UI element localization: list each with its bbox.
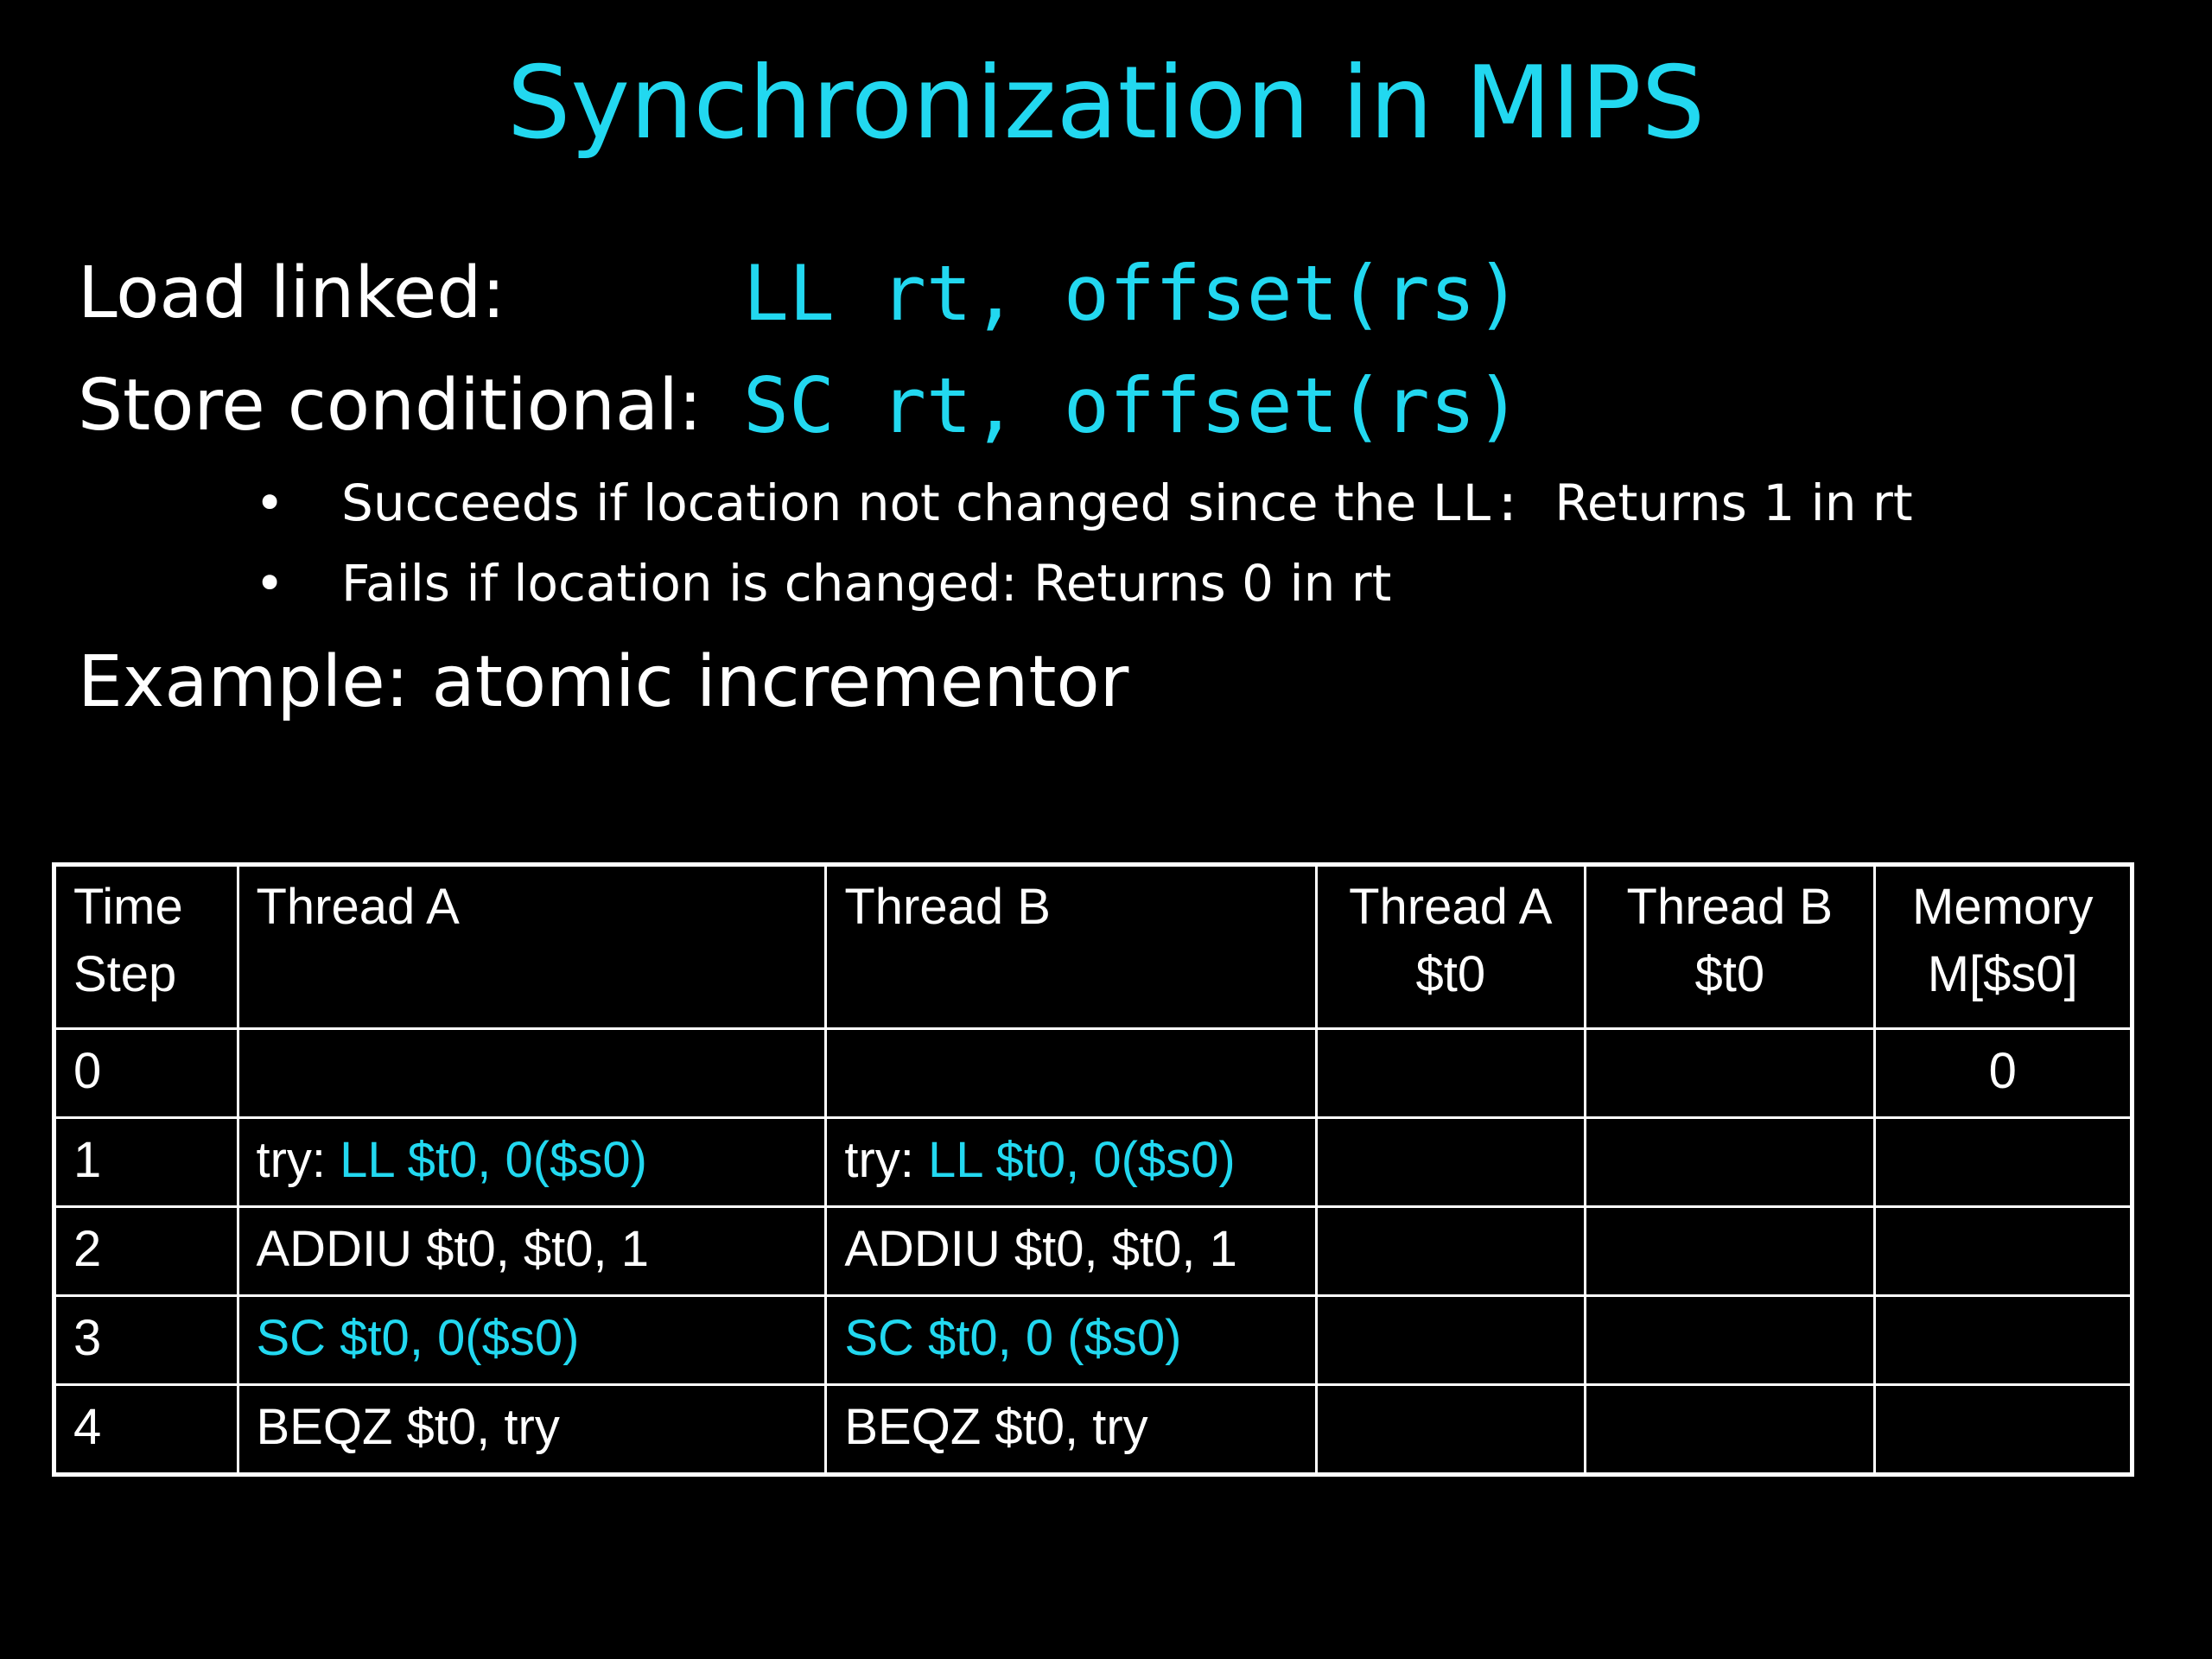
cell-thread-a: SC $t0, 0($s0) (238, 1296, 826, 1385)
header-thread-b: Thread B (826, 865, 1316, 1029)
cell-thread-a-t0 (1316, 1029, 1586, 1118)
table-row (54, 1296, 2133, 1385)
bullet-icon: • (255, 554, 285, 613)
table-row (54, 1118, 2133, 1207)
cell-thread-b-t0 (1586, 1296, 1874, 1385)
slide-title: Synchronization in MIPS (506, 45, 1706, 162)
header-thread-b-t0: Thread B $t0 (1586, 865, 1874, 1029)
header-memory: Memory M[$s0] (1874, 865, 2133, 1029)
cell-thread-b-t0 (1586, 1118, 1874, 1207)
table-row (54, 1207, 2133, 1296)
cell-thread-b-t0 (1586, 1385, 1874, 1475)
cell-thread-b: ADDIU $t0, $t0, 1 (826, 1207, 1316, 1296)
cell-thread-a (238, 1029, 826, 1118)
cell-thread-a: try: LL $t0, 0($s0) (238, 1118, 826, 1207)
bullet-icon: • (255, 474, 285, 532)
cell-thread-a: BEQZ $t0, try (238, 1385, 826, 1475)
cell-thread-b: SC $t0, 0 ($s0) (826, 1296, 1316, 1385)
cell-memory: 0 (1874, 1029, 2133, 1118)
header-time-step: Time Step (54, 865, 238, 1029)
example-heading: Example: atomic incrementor (78, 641, 1129, 723)
table-row (54, 1385, 2133, 1475)
cell-memory (1874, 1118, 2133, 1207)
header-thread-a-t0: Thread A $t0 (1316, 865, 1586, 1029)
cell-memory (1874, 1385, 2133, 1475)
bullet-text (341, 468, 1913, 537)
cell-step: 0 (54, 1029, 238, 1118)
table-row (54, 1029, 2133, 1118)
header-thread-a: Thread A (238, 865, 826, 1029)
cell-step: 3 (54, 1296, 238, 1385)
cell-thread-a-t0 (1316, 1207, 1586, 1296)
cell-thread-b: BEQZ $t0, try (826, 1385, 1316, 1475)
bullet-text: Fails if location is changed: Returns 0 in rt (341, 554, 1392, 613)
store-conditional-label: Store conditional: (78, 365, 702, 447)
bullet-inline-code: LL: (1432, 474, 1523, 532)
table-header-row (54, 865, 2133, 1029)
cell-memory (1874, 1207, 2133, 1296)
cell-step: 2 (54, 1207, 238, 1296)
cell-thread-a-t0 (1316, 1118, 1586, 1207)
execution-trace-table (52, 862, 2134, 1477)
cell-thread-a-t0 (1316, 1385, 1586, 1475)
cell-memory (1874, 1296, 2133, 1385)
cell-thread-b-t0 (1586, 1029, 1874, 1118)
cell-step: 1 (54, 1118, 238, 1207)
cell-step: 4 (54, 1385, 238, 1475)
cell-thread-b: try: LL $t0, 0($s0) (826, 1118, 1316, 1207)
cell-thread-b (826, 1029, 1316, 1118)
bullet-text-part: Succeeds if location not changed since the (341, 474, 1433, 532)
cell-thread-b-t0 (1586, 1207, 1874, 1296)
cell-thread-a: ADDIU $t0, $t0, 1 (238, 1207, 826, 1296)
store-conditional-syntax: SC rt, offset(rs) (743, 361, 1522, 450)
load-linked-label: Load linked: (78, 252, 506, 334)
load-linked-syntax: LL rt, offset(rs) (743, 249, 1522, 338)
cell-thread-a-t0 (1316, 1296, 1586, 1385)
bullet-text-part: Returns 1 in rt (1522, 474, 1913, 532)
